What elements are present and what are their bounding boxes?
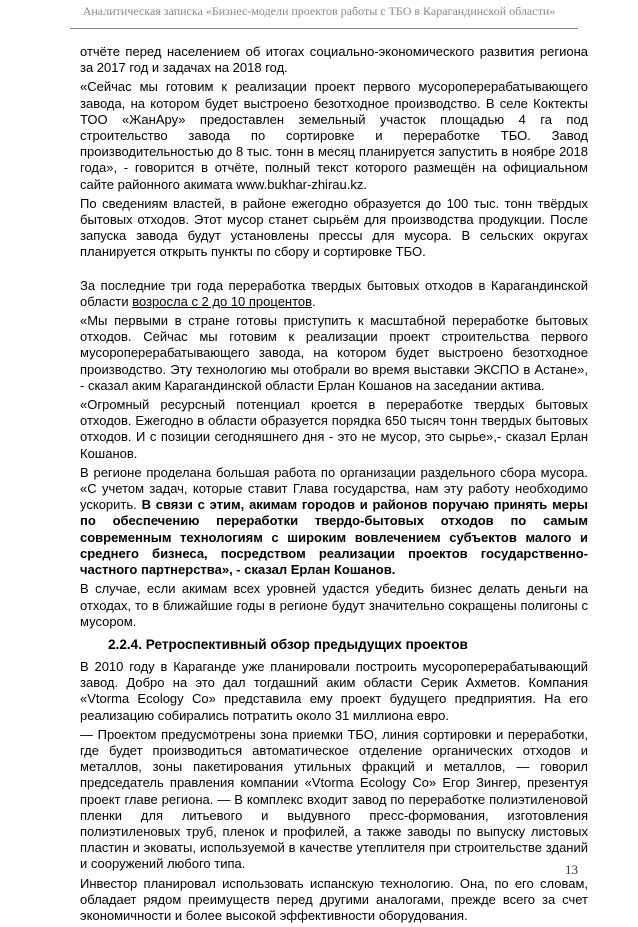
paragraph-text: В регионе проделана большая работа по организации раздельного сбора мусора. «С учетом задач, которые ставит Глава государства, нам эту работу необходимо ускорить. [80, 464, 588, 513]
header-divider [70, 28, 578, 29]
paragraph [80, 465, 588, 578]
running-header: Аналитическая записка «Бизнес-модели проектов работы с ТБО в Карагандинской области» [82, 4, 556, 18]
paragraph-text: За последние три года переработка твердых бытовых отходов в Карагандинской области [80, 277, 588, 309]
paragraph-text: . [312, 293, 316, 309]
paragraph: По сведениям властей, в районе ежегодно образуется до 100 тыс. тонн твёрдых бытовых отходов. Этот мусор станет сырьём для производства продукции. После запуска завода будут установлены прессы для мусора. В сельских округах планируется открыть пункты по сбору и сортировке ТБО. [80, 195, 588, 260]
paragraph-gap [80, 264, 588, 278]
section-heading: 2.2.4. Ретроспективный обзор предыдущих проектов [108, 636, 468, 652]
paragraph: В 2010 году в Караганде уже планировали построить мусороперерабатывающий завод. Добро на это дал тогдашний аким области Серик Ахметов. Компания «Vtorma Ecology Co» представила ему проект будущего предприятия. На его реализацию собирались потратить около 31 миллиона евро. [80, 658, 588, 723]
paragraph [80, 278, 588, 310]
document-body [80, 44, 588, 927]
paragraph: «Мы первыми в стране готовы приступить к масштабной переработке бытовых отходов. Сейчас мы готовим к реализации проект строительства первого мусороперерабатывающего завода, на котором будет выстроено безотходное производство. Эту технологию мы отобрали во время выставки ЭКСПО в Астане», - сказал аким Карагандинской области Ерлан Кошанов на заседании актива. [80, 313, 588, 393]
paragraph: «Огромный ресурсный потенциал кроется в переработке твердых бытовых отходов. Ежегодно в области образуется порядка 650 тысяч тонн твердых бытовых отходов. И с позиции сегодняшнего дня - это не мусор, это сырье»,- сказал Ерлан Кошанов. [80, 397, 588, 461]
paragraph: отчёте перед населением об итогах социально-экономического развития региона за 2017 год и задачах на 2018 год. [80, 44, 588, 76]
paragraph: В случае, если акимам всех уровней удастся убедить бизнес делать деньги на отходах, то в ближайшие годы в регионе будут значительно сокращены полигоны с мусором. [80, 581, 588, 629]
paragraph: «Сейчас мы готовим к реализации проект первого мусороперерабатывающего завода, на котором будет выстроено безотходное производство. В селе Коктекты ТОО «ЖанАру» предоставлен земельный участок площадью 4 га под строительство завода по сортировке и переработке ТБО. Завод производительностью до 8 тыс. тонн в месяц планируется запустить в ноябре 2018 года», - говорится в отчёте, полный текст которого размещён на официальном сайте районного акимата www.bukhar-zhirau.kz. [80, 79, 588, 192]
paragraph: Инвестор планировал использовать испанскую технологию. Она, по его словам, обладает рядом преимуществ перед другими аналогами, прежде всего за счет экономичности и более высокой эффективности оборудования. [80, 875, 588, 923]
page-number: 13 [565, 862, 578, 877]
bold-quote: В связи с этим, акимам городов и районов поручаю принять меры по обеспечению переработки твердо-бытовых отходов по самым современным технологиям с широким вовлечением субъектов малого и среднего бизнеса, посредством реализации проектов государственно-частного партнерства», - сказал Ерлан Кошанов. [80, 497, 588, 578]
growth-link[interactable]: возросла с 2 до 10 процентов [132, 293, 313, 309]
paragraph: — Проектом предусмотрены зона приемки ТБО, линия сортировки и переработки, где будет производиться автоматическое отделение органических отходов и металлов, зоны пакетирования утильных фракций и металлов, — говорил председатель правления компании «Vtorma Ecology Co» Егор Зингер, презентуя проект главе региона. — В комплекс входит завод по переработке полиэтиленовой пленки для литьевого и выдувного пресс-формования, изготовления полиэтиленовых труб, пленок и профилей, а также заводы по выпуску листовых пластин и эковаты, используемой в качестве утеплителя при строительстве зданий и сооружений любого типа. [80, 726, 588, 872]
